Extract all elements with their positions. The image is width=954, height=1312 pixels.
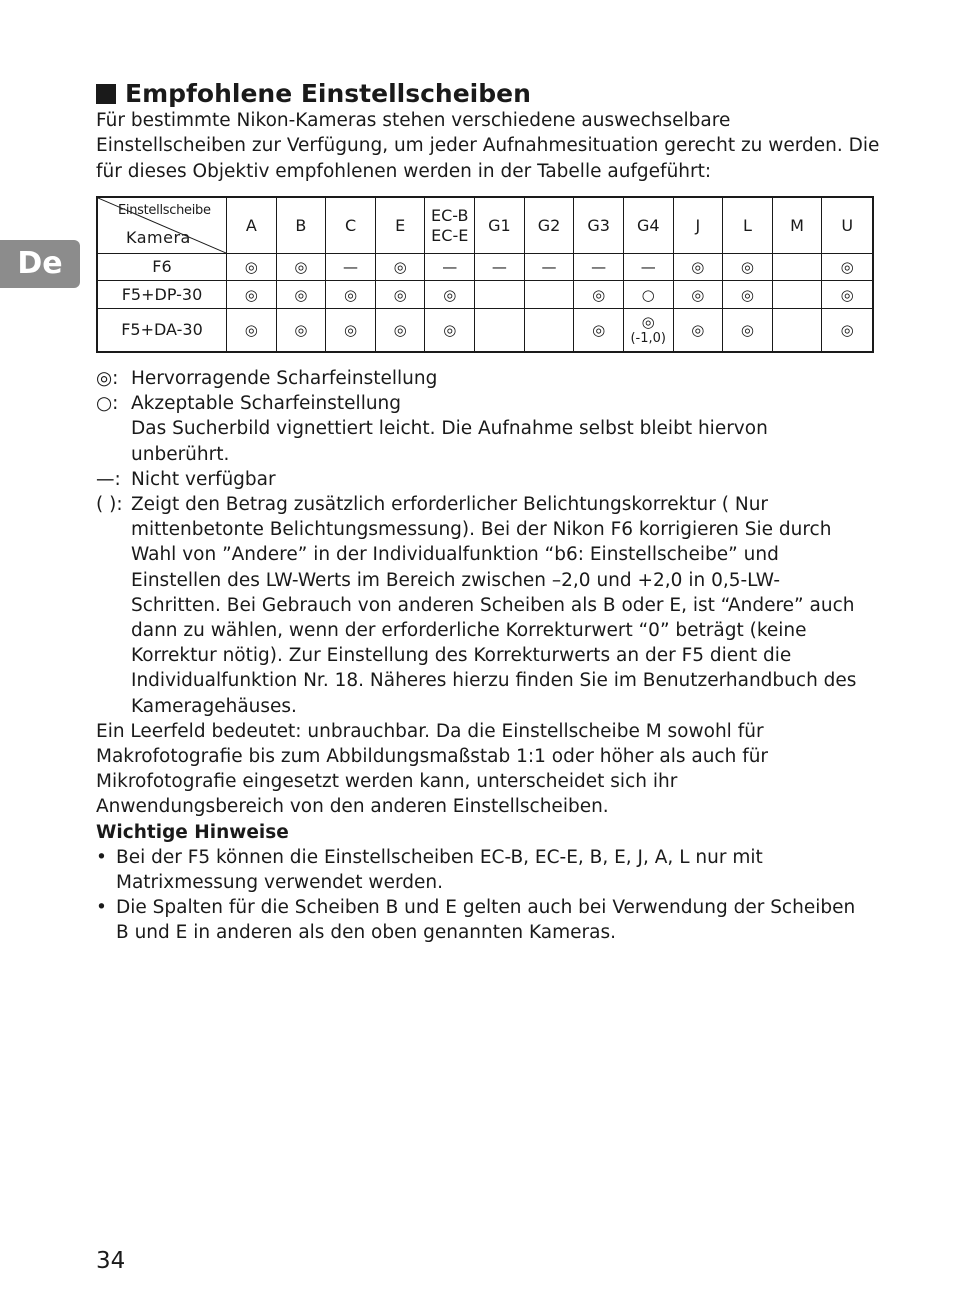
column-header	[574, 198, 624, 254]
empty-field-note: Ein Leerfeld bedeutet: unbrauchbar. Da die Einstellscheibe M sowohl für Makrofotografie bis zum Abbildungsmaßstab 1:1 oder höher als auch für Mikrofotografie eingesetzt werden kann, unterscheidet sich ihr Anwendungsbereich von den anderen Einstellscheiben.	[96, 720, 769, 818]
table-cell: ◎	[227, 309, 277, 351]
table-cell: —	[574, 254, 624, 281]
parentheses-icon: ( ):	[96, 494, 123, 516]
important-heading: Wichtige Hinweise	[96, 821, 289, 843]
table-cell: ◎	[674, 309, 724, 351]
dash-icon: —:	[96, 468, 121, 490]
table-cell: ◎	[376, 281, 426, 309]
table-cell: ◎	[425, 309, 475, 351]
table-cell	[475, 281, 525, 309]
column-header	[376, 198, 426, 254]
column-header-label: J	[695, 215, 701, 235]
column-header	[475, 198, 525, 254]
table-cell: ◎	[376, 254, 426, 281]
corner-label-screen: Einstellscheibe	[118, 203, 211, 218]
legend-parentheses	[96, 492, 866, 719]
row-camera-label: F5+DA-30	[98, 309, 227, 351]
table-cell: ◎	[723, 281, 773, 309]
intro-paragraph: Für bestimmte Nikon-Kameras stehen verschiedene auswechselbare Einstellscheiben zur Verfügung, um jeder Aufnahmesituation gerecht zu werden. Die für dieses Objektiv empfohlenen werden in der Tabelle aufgeführt:	[96, 110, 880, 182]
focusing-screen-table	[96, 196, 874, 353]
list-item	[96, 895, 866, 945]
column-header	[326, 198, 376, 254]
column-header	[624, 198, 674, 254]
table-cell: —	[326, 254, 376, 281]
column-header-label: M	[790, 215, 804, 235]
table-cell	[525, 281, 575, 309]
column-header	[822, 198, 872, 254]
table-cell: ◎	[574, 309, 624, 351]
column-header	[227, 198, 277, 254]
bullet-icon: •	[96, 897, 107, 919]
legend-excellent	[96, 366, 866, 391]
table-cell	[773, 281, 823, 309]
table-cell: —	[425, 254, 475, 281]
legend-text: Zeigt den Betrag zusätzlich erforderlicher Belichtungskorrektur ( Nur mittenbetonte Belichtungsmessung). Bei der Nikon F6 korrigieren Sie durch Wahl von ”Andere” in der Individualfunktion “b6: Einstellscheibe” und Einstellen des LW-Werts im Bereich zwischen –2,0 und +2,0 in 0,5-LW-Schritten. Bei Gebrauch von anderen Scheiben als B oder E, ist “Andere” auch dann zu wählen, wenn der erforderliche Korrekturwert “0” beträgt (keine Korrektur nötig). Zur Einstellung des Korrekturwerts an der F5 dient die Individualfunktion Nr. 18. Näheres hierzu finden Sie im Benutzerhandbuch des Kameragehäuses.	[131, 494, 857, 717]
column-header	[277, 198, 327, 254]
table-cell: —	[525, 254, 575, 281]
table-cell-symbol: ◎	[641, 313, 655, 331]
column-header-label: G2	[537, 215, 561, 235]
row-camera-label: F5+DP-30	[98, 281, 227, 309]
column-header-label: E	[395, 215, 406, 235]
column-header-label: C	[344, 215, 357, 235]
table-cell: ○	[624, 281, 674, 309]
legend-note: Das Sucherbild vignettiert leicht. Die Aufnahme selbst bleibt hiervon unberührt.	[131, 418, 768, 465]
legend-text: Hervorragende Scharfeinstellung	[131, 368, 438, 389]
double-circle-icon: ◎:	[96, 368, 119, 389]
table-cell: ◎	[574, 281, 624, 309]
table-cell: ◎	[840, 321, 854, 339]
section-heading	[96, 78, 531, 110]
table-cell: ◎	[425, 281, 475, 309]
column-header	[674, 198, 724, 254]
column-header-label: B	[295, 215, 307, 235]
table-cell: ◎	[227, 281, 277, 309]
table-cell: ◎	[376, 309, 426, 351]
legend-text: Nicht verfügbar	[131, 468, 276, 490]
table-cell: ◎	[674, 254, 724, 281]
column-header-label: U	[841, 215, 854, 235]
table-cell	[773, 254, 823, 281]
legend-section	[96, 366, 866, 946]
table-cell: ◎	[326, 281, 376, 309]
table-cell: ◎	[277, 254, 327, 281]
list-item-text: Bei der F5 können die Einstellscheiben EC-B, EC-E, B, E, J, A, L nur mit Matrixmessung verwendet werden.	[116, 846, 763, 894]
table-cell: ◎	[723, 309, 773, 351]
table-cell	[773, 309, 823, 351]
section-heading-text: Empfohlene Einstellscheiben	[125, 79, 531, 108]
table-cell: ◎	[822, 254, 872, 281]
row-camera-label: F6	[98, 254, 227, 281]
column-header	[773, 198, 823, 254]
table-cell	[475, 309, 525, 351]
list-item-text: Die Spalten für die Scheiben B und E gelten auch bei Verwendung der Scheiben B und E in anderen als den oben genannten Kameras.	[116, 897, 856, 944]
circle-icon: ○:	[96, 393, 119, 415]
legend-not-available	[96, 467, 866, 492]
table-cell-note: (-1,0)	[630, 331, 666, 346]
table-cell: ◎	[674, 281, 724, 309]
legend-text: Akzeptable Scharfeinstellung	[131, 393, 402, 415]
column-header-label: G4	[636, 215, 660, 235]
table-cell: —	[475, 254, 525, 281]
table-cell: ◎	[277, 309, 327, 351]
list-item	[96, 845, 866, 895]
table-cell: ◎	[723, 254, 773, 281]
column-header	[525, 198, 575, 254]
legend-acceptable	[96, 391, 866, 467]
page-number: 34	[96, 1248, 126, 1274]
column-header-label: EC-B	[431, 205, 469, 225]
square-bullet-icon	[96, 84, 116, 104]
column-header-label: EC-E	[431, 225, 469, 245]
table-cell	[624, 309, 674, 351]
table-cell: ◎	[822, 281, 872, 309]
bullet-icon: •	[96, 846, 107, 868]
table-cell: ◎	[227, 254, 277, 281]
corner-label-camera: Kamera	[126, 228, 191, 247]
column-header	[425, 198, 475, 254]
table-corner-header	[98, 198, 227, 254]
table-cell	[525, 309, 575, 351]
column-header-label: L	[742, 215, 752, 235]
table-cell: ◎	[326, 309, 376, 351]
column-header-label: A	[245, 215, 257, 235]
language-tab: De	[0, 240, 80, 288]
column-header-label: G1	[488, 215, 511, 235]
table-cell: ◎	[277, 281, 327, 309]
column-header	[723, 198, 773, 254]
column-header-label: G3	[587, 215, 610, 235]
table-cell: —	[624, 254, 674, 281]
